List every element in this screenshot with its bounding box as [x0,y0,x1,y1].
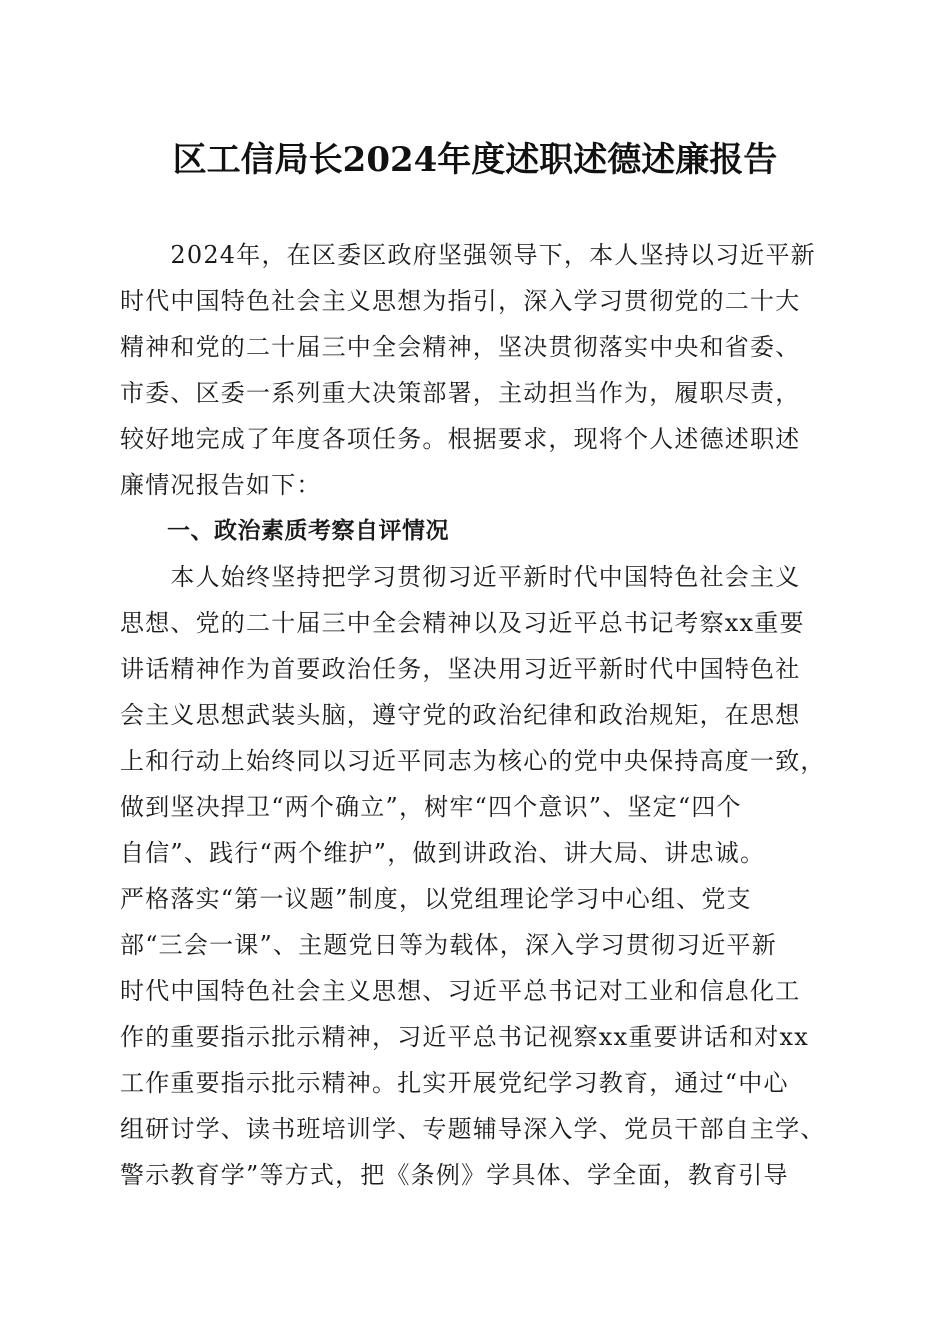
section-line: 工作重要指示批示精神。扎实开展党纪学习教育，通过“中心 [120,1069,789,1097]
section-line: 做到坚决捍卫“两个确立”，树牢“四个意识”、坚定“四个 [120,793,742,821]
intro-line: 精神和党的二十届三中全会精神，坚决贯彻落实中央和省委、 [120,333,801,361]
section-line: 严格落实“第一议题”制度，以党组理论学习中心组、党支 [120,885,752,913]
document-title: 区工信局长2024年度述职述德述廉报告 [172,140,778,180]
section-heading: 一、政治素质考察自评情况 [120,518,449,544]
intro-line: 2024年，在区委区政府坚强领导下，本人坚持以习近平新 [120,241,816,269]
section-line: 警示教育学”等方式，把《条例》学具体、学全面，教育引导 [120,1161,789,1189]
section-line: 部“三会一课”、主题党日等为载体，深入学习贯彻习近平新 [120,931,777,959]
section-line: 本人始终坚持把学习贯彻习近平新时代中国特色社会主义 [120,563,801,591]
intro-line: 廉情况报告如下： [120,471,322,499]
intro-line: 市委、区委一系列重大决策部署，主动担当作为，履职尽责， [120,379,801,407]
section-line: 组研讨学、读书班培训学、专题辅导深入学、党员干部自主学、 [120,1115,826,1143]
section-line: 自信”、践行“两个维护”，做到讲政治、讲大局、讲忠诚。 [120,839,766,867]
section-line: 时代中国特色社会主义思想、习近平总书记对工业和信息化工 [120,977,801,1005]
section-line: 上和行动上始终同以习近平同志为核心的党中央保持高度一致， [120,747,826,775]
section-line: 作的重要指示批示精神，习近平总书记视察xx重要讲话和对xx [120,1023,809,1051]
intro-line: 较好地完成了年度各项任务。根据要求，现将个人述德述职述 [120,425,801,453]
document-body [120,232,832,1198]
section-line: 会主义思想武装头脑，遵守党的政治纪律和政治规矩，在思想 [120,701,801,729]
intro-line: 时代中国特色社会主义思想为指引，深入学习贯彻党的二十大 [120,287,801,315]
section-line: 讲话精神作为首要政治任务，坚决用习近平新时代中国特色社 [120,655,801,683]
section-line: 思想、党的二十届三中全会精神以及习近平总书记考察xx重要 [120,609,805,637]
